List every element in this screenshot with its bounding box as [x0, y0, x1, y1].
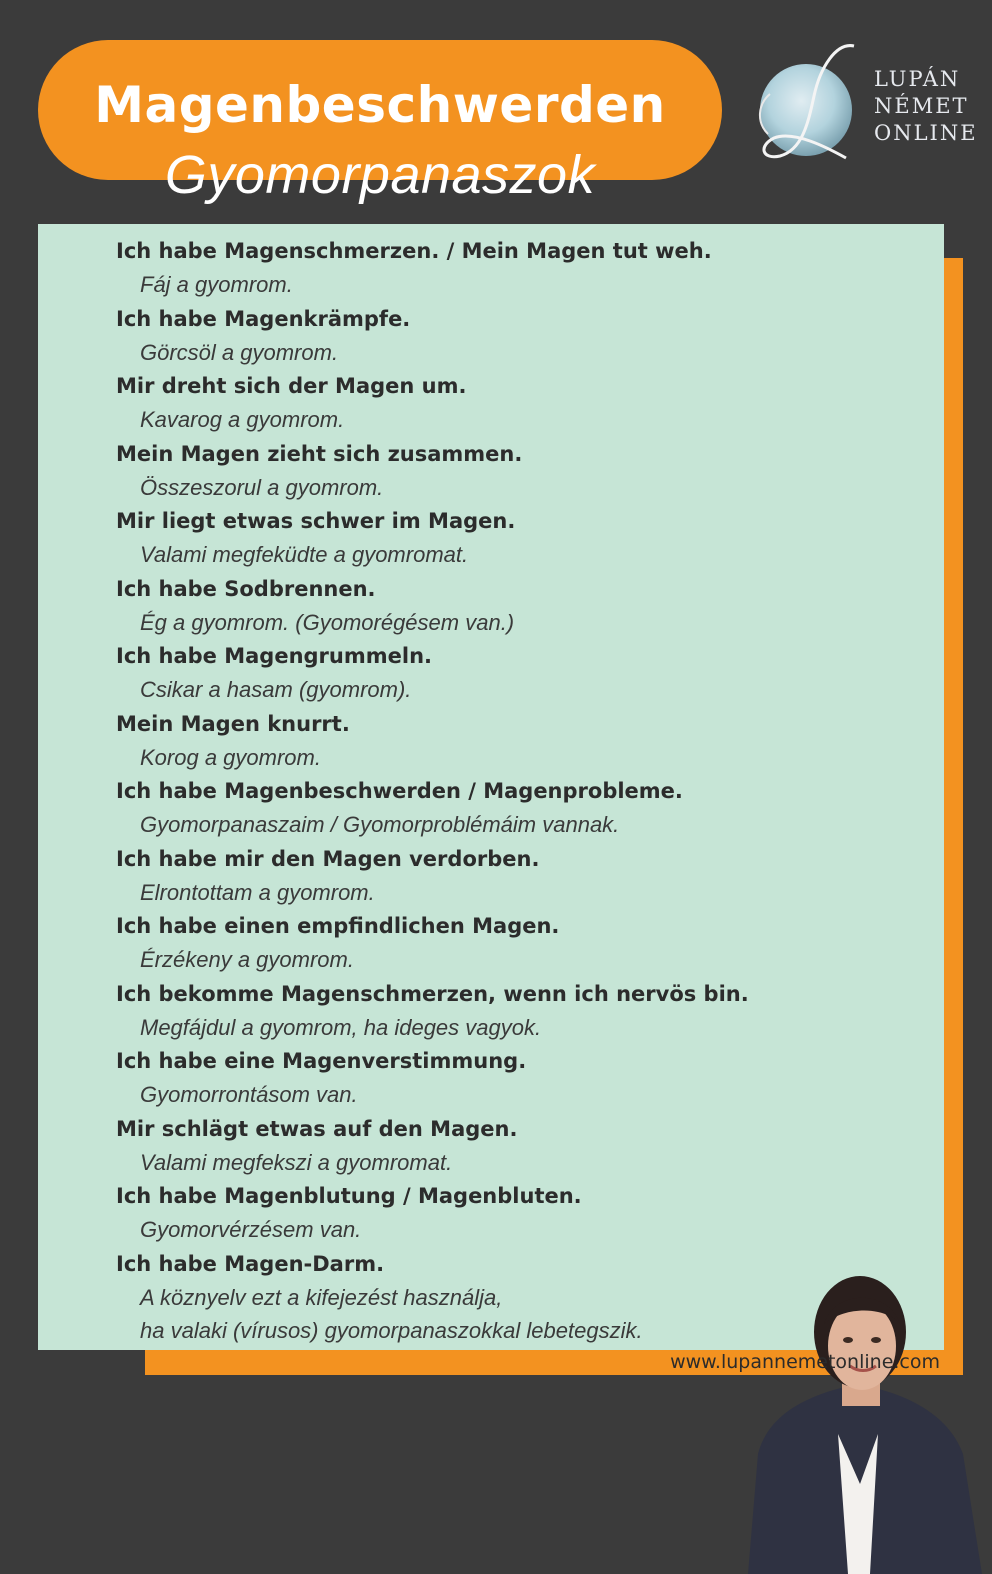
hungarian-translation: Gyomorpanaszaim / Gyomorproblémáim vannak. [140, 812, 620, 837]
german-phrase: Ich habe Magengrummeln. [116, 644, 432, 668]
german-phrase: Ich habe einen empfindlichen Magen. [116, 914, 560, 938]
logo-line-2: NÉMET [874, 94, 969, 118]
hungarian-translation: Valami megfeküdte a gyomromat. [140, 542, 469, 567]
hungarian-translation: Összeszorul a gyomrom. [140, 474, 384, 500]
hungarian-translation: A köznyelv ezt a kifejezést használja, [140, 1284, 503, 1310]
logo-line-3: ONLINE [874, 121, 978, 145]
title-banner [38, 40, 722, 205]
german-phrase: Mein Magen knurrt. [116, 711, 350, 736]
hungarian-translation: Gyomorvérzésem van. [140, 1217, 362, 1242]
brand-logo [750, 38, 978, 168]
phrase-list [116, 234, 934, 1348]
hungarian-translation: Valami megfekszi a gyomromat. [140, 1149, 453, 1175]
german-phrase: Ich habe Magenblutung / Magenbluten. [116, 1184, 582, 1208]
teacher-portrait [738, 1254, 982, 1574]
hungarian-translation: ha valaki (vírusos) gyomorpanaszokkal lebetegszik. [140, 1318, 643, 1343]
german-phrase: Ich habe Magenkrämpfe. [116, 306, 411, 331]
logo-emblem-icon [750, 38, 868, 168]
german-phrase: Mir dreht sich der Magen um. [116, 374, 467, 398]
hungarian-translation: Kavarog a gyomrom. [140, 407, 345, 432]
phrase-card [38, 224, 944, 1350]
hungarian-translation: Érzékeny a gyomrom. [140, 947, 354, 972]
german-phrase: Ich bekomme Magenschmerzen, wenn ich nervös bin. [116, 981, 749, 1006]
title-german: Magenbeschwerden [94, 76, 666, 134]
title-hungarian: Gyomorpanaszok [164, 145, 596, 205]
logo-line-1: LUPÁN [874, 67, 961, 91]
logo-wordmark [874, 66, 978, 147]
german-phrase: Ich habe Magenschmerzen. / Mein Magen tut weh. [116, 239, 712, 263]
german-phrase: Ich habe Sodbrennen. [116, 576, 376, 601]
website-url[interactable]: www.lupannemetonline.com [670, 1351, 940, 1373]
german-phrase: Ich habe Magen-Darm. [116, 1251, 385, 1276]
hungarian-translation: Gyomorrontásom van. [140, 1082, 358, 1107]
german-phrase: Ich habe Magenbeschwerden / Magenprobleme. [116, 779, 683, 803]
hungarian-translation: Fáj a gyomrom. [140, 272, 293, 297]
hungarian-translation: Ég a gyomrom. (Gyomorégésem van.) [140, 609, 515, 635]
german-phrase: Ich habe mir den Magen verdorben. [116, 846, 540, 871]
hungarian-translation: Korog a gyomrom. [140, 744, 321, 770]
hungarian-translation: Megfájdul a gyomrom, ha ideges vagyok. [140, 1014, 542, 1040]
german-phrase: Mir liegt etwas schwer im Magen. [116, 509, 516, 533]
german-phrase: Ich habe eine Magenverstimmung. [116, 1049, 527, 1073]
german-phrase: Mir schlägt etwas auf den Magen. [116, 1116, 518, 1141]
hungarian-translation: Elrontottam a gyomrom. [140, 879, 375, 905]
german-phrase: Mein Magen zieht sich zusammen. [116, 441, 523, 466]
hungarian-translation: Görcsöl a gyomrom. [140, 339, 339, 365]
hungarian-translation: Csikar a hasam (gyomrom). [140, 677, 412, 702]
